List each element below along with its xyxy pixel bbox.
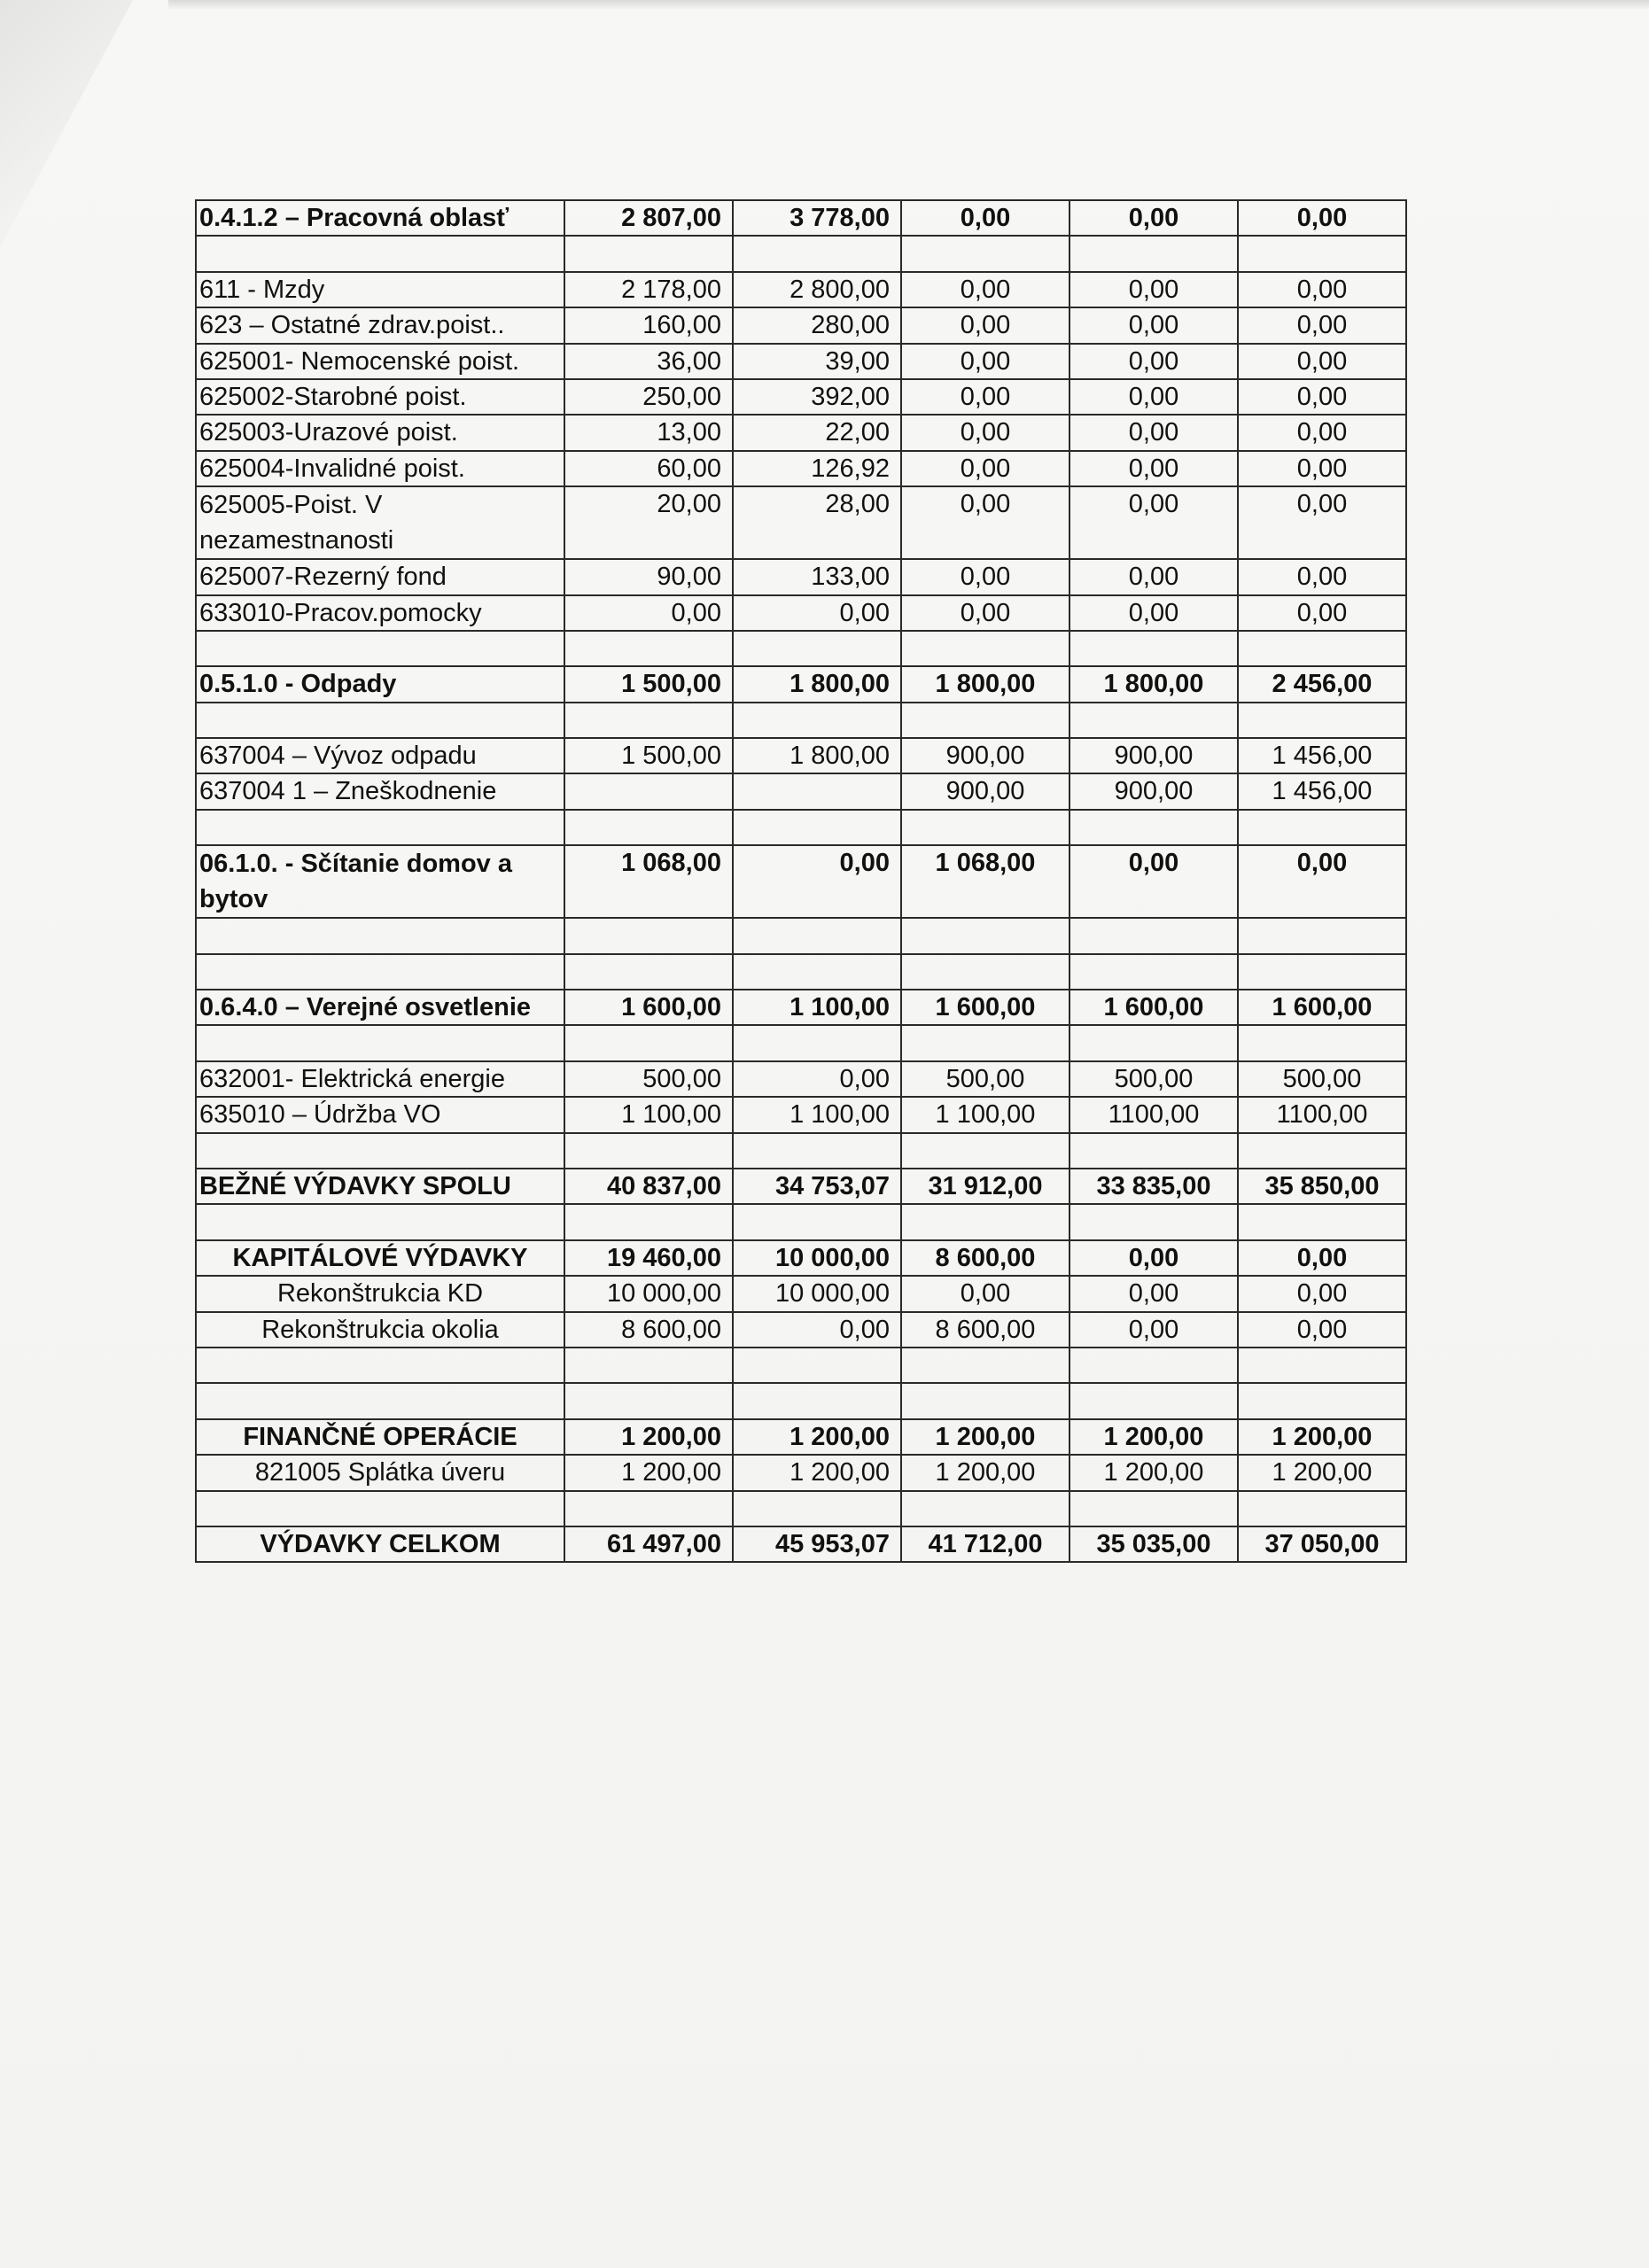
empty-row xyxy=(196,1133,1406,1169)
value-cell xyxy=(901,810,1070,845)
value-cell: 0,00 xyxy=(1238,200,1406,236)
value-cell: 900,00 xyxy=(1070,773,1238,809)
row-label xyxy=(196,918,564,953)
value-cell: 0,00 xyxy=(901,272,1070,307)
row-label: Rekonštrukcia okolia xyxy=(196,1312,564,1348)
value-cell xyxy=(1070,1204,1238,1239)
value-cell: 280,00 xyxy=(733,307,901,343)
value-cell xyxy=(901,918,1070,953)
table-row xyxy=(196,486,1406,559)
table-row xyxy=(196,738,1406,773)
value-cell xyxy=(564,1491,733,1526)
value-cell: 0,00 xyxy=(1070,1276,1238,1311)
value-cell xyxy=(564,236,733,271)
value-cell: 0,00 xyxy=(1070,307,1238,343)
table-row xyxy=(196,1097,1406,1132)
row-label: 625004-Invalidné poist. xyxy=(196,451,564,486)
value-cell: 1 600,00 xyxy=(1070,990,1238,1025)
value-cell: 500,00 xyxy=(564,1061,733,1097)
value-cell: 8 600,00 xyxy=(901,1240,1070,1276)
table-row xyxy=(196,451,1406,486)
value-cell: 0,00 xyxy=(901,1276,1070,1311)
page-top-edge xyxy=(168,0,1649,9)
budget-expenditure-table xyxy=(195,199,1407,1563)
value-cell: 250,00 xyxy=(564,379,733,415)
table-row xyxy=(196,272,1406,307)
value-cell: 1 800,00 xyxy=(1070,666,1238,702)
value-cell: 0,00 xyxy=(1238,486,1406,559)
row-label: 632001- Elektrická energie xyxy=(196,1061,564,1097)
row-label xyxy=(196,954,564,990)
table-row xyxy=(196,845,1406,918)
value-cell xyxy=(1070,918,1238,953)
value-cell: 10 000,00 xyxy=(733,1276,901,1311)
row-label: FINANČNÉ OPERÁCIE xyxy=(196,1419,564,1455)
value-cell: 1100,00 xyxy=(1070,1097,1238,1132)
value-cell xyxy=(901,1348,1070,1383)
table-row xyxy=(196,595,1406,631)
value-cell: 1 100,00 xyxy=(733,990,901,1025)
row-label xyxy=(196,703,564,738)
value-cell xyxy=(564,1348,733,1383)
row-label xyxy=(196,1133,564,1169)
table-row xyxy=(196,1312,1406,1348)
value-cell: 0,00 xyxy=(1070,344,1238,379)
value-cell: 0,00 xyxy=(1238,1276,1406,1311)
value-cell: 1 600,00 xyxy=(901,990,1070,1025)
value-cell: 0,00 xyxy=(1070,415,1238,450)
value-cell: 1 456,00 xyxy=(1238,773,1406,809)
value-cell xyxy=(1070,631,1238,666)
value-cell xyxy=(1070,810,1238,845)
value-cell: 0,00 xyxy=(733,1061,901,1097)
value-cell: 8 600,00 xyxy=(901,1312,1070,1348)
value-cell xyxy=(733,1383,901,1418)
value-cell xyxy=(901,703,1070,738)
value-cell: 900,00 xyxy=(1070,738,1238,773)
value-cell xyxy=(733,1204,901,1239)
value-cell: 1 100,00 xyxy=(564,1097,733,1132)
value-cell xyxy=(564,1025,733,1060)
value-cell: 0,00 xyxy=(901,595,1070,631)
value-cell xyxy=(1070,1348,1238,1383)
value-cell: 2 807,00 xyxy=(564,200,733,236)
value-cell: 160,00 xyxy=(564,307,733,343)
value-cell: 1 200,00 xyxy=(1238,1455,1406,1490)
value-cell: 0,00 xyxy=(564,595,733,631)
table-row xyxy=(196,773,1406,809)
value-cell xyxy=(564,1133,733,1169)
value-cell: 41 712,00 xyxy=(901,1526,1070,1562)
empty-row xyxy=(196,631,1406,666)
table-row xyxy=(196,1455,1406,1490)
value-cell: 1 800,00 xyxy=(901,666,1070,702)
value-cell: 1 200,00 xyxy=(564,1455,733,1490)
table-row xyxy=(196,200,1406,236)
value-cell: 31 912,00 xyxy=(901,1169,1070,1204)
row-label xyxy=(196,236,564,271)
value-cell xyxy=(901,1133,1070,1169)
empty-row xyxy=(196,1348,1406,1383)
value-cell: 1 456,00 xyxy=(1238,738,1406,773)
value-cell: 61 497,00 xyxy=(564,1526,733,1562)
row-label: 633010-Pracov.pomocky xyxy=(196,595,564,631)
value-cell: 0,00 xyxy=(1238,415,1406,450)
value-cell: 39,00 xyxy=(733,344,901,379)
value-cell xyxy=(564,1383,733,1418)
value-cell: 1 600,00 xyxy=(1238,990,1406,1025)
value-cell xyxy=(733,1491,901,1526)
value-cell: 0,00 xyxy=(733,1312,901,1348)
value-cell: 0,00 xyxy=(1238,595,1406,631)
value-cell xyxy=(901,631,1070,666)
value-cell: 0,00 xyxy=(1238,379,1406,415)
row-label: 821005 Splátka úveru xyxy=(196,1455,564,1490)
value-cell: 0,00 xyxy=(1070,1312,1238,1348)
value-cell: 0,00 xyxy=(1238,307,1406,343)
value-cell: 40 837,00 xyxy=(564,1169,733,1204)
value-cell: 2 178,00 xyxy=(564,272,733,307)
row-label xyxy=(196,1204,564,1239)
value-cell: 0,00 xyxy=(901,415,1070,450)
value-cell xyxy=(901,1204,1070,1239)
empty-row xyxy=(196,1204,1406,1239)
table-row xyxy=(196,559,1406,594)
value-cell xyxy=(1238,1491,1406,1526)
table-row xyxy=(196,1526,1406,1562)
value-cell: 1 500,00 xyxy=(564,666,733,702)
value-cell: 90,00 xyxy=(564,559,733,594)
row-label: 625002-Starobné poist. xyxy=(196,379,564,415)
value-cell xyxy=(733,703,901,738)
value-cell: 1 200,00 xyxy=(1238,1419,1406,1455)
value-cell: 392,00 xyxy=(733,379,901,415)
table-row xyxy=(196,344,1406,379)
value-cell xyxy=(901,1491,1070,1526)
value-cell: 1 600,00 xyxy=(564,990,733,1025)
value-cell: 0,00 xyxy=(1070,451,1238,486)
empty-row xyxy=(196,918,1406,953)
value-cell xyxy=(1070,1025,1238,1060)
row-label xyxy=(196,1348,564,1383)
value-cell xyxy=(1070,1383,1238,1418)
row-label: 0.6.4.0 – Verejné osvetlenie xyxy=(196,990,564,1025)
value-cell xyxy=(1070,1491,1238,1526)
value-cell: 28,00 xyxy=(733,486,901,559)
row-label: 611 - Mzdy xyxy=(196,272,564,307)
value-cell: 13,00 xyxy=(564,415,733,450)
value-cell: 500,00 xyxy=(901,1061,1070,1097)
value-cell xyxy=(733,1133,901,1169)
value-cell: 33 835,00 xyxy=(1070,1169,1238,1204)
value-cell: 0,00 xyxy=(1238,559,1406,594)
value-cell: 8 600,00 xyxy=(564,1312,733,1348)
value-cell: 1 200,00 xyxy=(564,1419,733,1455)
value-cell: 0,00 xyxy=(1238,1240,1406,1276)
value-cell xyxy=(1070,236,1238,271)
value-cell: 500,00 xyxy=(1238,1061,1406,1097)
value-cell xyxy=(1238,1204,1406,1239)
empty-row xyxy=(196,1491,1406,1526)
value-cell: 500,00 xyxy=(1070,1061,1238,1097)
value-cell: 0,00 xyxy=(733,595,901,631)
row-label: 637004 – Vývoz odpadu xyxy=(196,738,564,773)
value-cell xyxy=(1238,918,1406,953)
value-cell: 3 778,00 xyxy=(733,200,901,236)
row-label: 625001- Nemocenské poist. xyxy=(196,344,564,379)
value-cell: 10 000,00 xyxy=(564,1276,733,1311)
empty-row xyxy=(196,810,1406,845)
value-cell: 900,00 xyxy=(901,773,1070,809)
value-cell: 1 200,00 xyxy=(733,1419,901,1455)
value-cell: 0,00 xyxy=(901,307,1070,343)
value-cell xyxy=(901,954,1070,990)
value-cell: 1 068,00 xyxy=(564,845,733,918)
table-row xyxy=(196,666,1406,702)
row-label: Rekonštrukcia KD xyxy=(196,1276,564,1311)
row-label: 0.4.1.2 – Pracovná oblasť xyxy=(196,200,564,236)
empty-row xyxy=(196,1383,1406,1418)
budget-table-body xyxy=(196,200,1406,1562)
value-cell: 0,00 xyxy=(1070,272,1238,307)
value-cell xyxy=(901,1383,1070,1418)
table-row xyxy=(196,1276,1406,1311)
value-cell: 0,00 xyxy=(1070,595,1238,631)
value-cell: 1 200,00 xyxy=(901,1455,1070,1490)
value-cell: 900,00 xyxy=(901,738,1070,773)
value-cell: 34 753,07 xyxy=(733,1169,901,1204)
value-cell: 0,00 xyxy=(901,200,1070,236)
row-label: 625005-Poist. V nezamestnanosti xyxy=(196,486,564,559)
value-cell xyxy=(733,918,901,953)
value-cell xyxy=(564,954,733,990)
value-cell: 0,00 xyxy=(1070,1240,1238,1276)
row-label: KAPITÁLOVÉ VÝDAVKY xyxy=(196,1240,564,1276)
row-label: 0.5.1.0 - Odpady xyxy=(196,666,564,702)
value-cell: 1 200,00 xyxy=(1070,1455,1238,1490)
value-cell xyxy=(733,631,901,666)
row-label: 635010 – Údržba VO xyxy=(196,1097,564,1132)
table-row xyxy=(196,990,1406,1025)
value-cell: 60,00 xyxy=(564,451,733,486)
value-cell: 0,00 xyxy=(1070,200,1238,236)
value-cell: 0,00 xyxy=(733,845,901,918)
value-cell: 133,00 xyxy=(733,559,901,594)
value-cell xyxy=(733,810,901,845)
value-cell: 0,00 xyxy=(1238,845,1406,918)
row-label: 625007-Rezerný fond xyxy=(196,559,564,594)
value-cell: 0,00 xyxy=(1070,845,1238,918)
value-cell: 35 850,00 xyxy=(1238,1169,1406,1204)
value-cell: 22,00 xyxy=(733,415,901,450)
value-cell: 10 000,00 xyxy=(733,1240,901,1276)
value-cell: 1 800,00 xyxy=(733,738,901,773)
value-cell: 1 800,00 xyxy=(733,666,901,702)
value-cell xyxy=(1238,631,1406,666)
value-cell: 1 100,00 xyxy=(733,1097,901,1132)
value-cell xyxy=(733,1348,901,1383)
value-cell xyxy=(1238,236,1406,271)
value-cell: 20,00 xyxy=(564,486,733,559)
table-row xyxy=(196,1419,1406,1455)
value-cell xyxy=(1070,703,1238,738)
page-corner-fold xyxy=(0,0,133,248)
value-cell xyxy=(564,810,733,845)
value-cell: 45 953,07 xyxy=(733,1526,901,1562)
value-cell: 0,00 xyxy=(901,486,1070,559)
value-cell xyxy=(733,773,901,809)
row-label: 625003-Urazové poist. xyxy=(196,415,564,450)
value-cell xyxy=(1238,954,1406,990)
value-cell xyxy=(1238,1383,1406,1418)
budget-table-container xyxy=(195,199,1407,1563)
value-cell xyxy=(901,236,1070,271)
value-cell: 2 456,00 xyxy=(1238,666,1406,702)
row-label xyxy=(196,1491,564,1526)
empty-row xyxy=(196,954,1406,990)
value-cell: 1 100,00 xyxy=(901,1097,1070,1132)
value-cell xyxy=(733,954,901,990)
value-cell: 0,00 xyxy=(901,559,1070,594)
row-label xyxy=(196,810,564,845)
value-cell xyxy=(1070,954,1238,990)
empty-row xyxy=(196,1025,1406,1060)
value-cell: 0,00 xyxy=(1070,559,1238,594)
value-cell xyxy=(733,236,901,271)
value-cell xyxy=(564,1204,733,1239)
value-cell xyxy=(1238,810,1406,845)
row-label: 06.1.0. - Sčítanie domov a bytov xyxy=(196,845,564,918)
value-cell xyxy=(1238,703,1406,738)
value-cell: 1 068,00 xyxy=(901,845,1070,918)
table-row xyxy=(196,1169,1406,1204)
table-row xyxy=(196,1061,1406,1097)
value-cell: 0,00 xyxy=(1070,379,1238,415)
value-cell: 126,92 xyxy=(733,451,901,486)
value-cell xyxy=(901,1025,1070,1060)
value-cell xyxy=(564,631,733,666)
value-cell: 0,00 xyxy=(1238,344,1406,379)
row-label xyxy=(196,1025,564,1060)
value-cell xyxy=(564,773,733,809)
value-cell: 36,00 xyxy=(564,344,733,379)
value-cell: 0,00 xyxy=(1238,1312,1406,1348)
value-cell: 1 200,00 xyxy=(733,1455,901,1490)
empty-row xyxy=(196,236,1406,271)
value-cell: 0,00 xyxy=(901,379,1070,415)
value-cell xyxy=(1238,1348,1406,1383)
value-cell: 1100,00 xyxy=(1238,1097,1406,1132)
table-row xyxy=(196,307,1406,343)
value-cell: 0,00 xyxy=(1238,272,1406,307)
value-cell: 37 050,00 xyxy=(1238,1526,1406,1562)
value-cell: 1 500,00 xyxy=(564,738,733,773)
row-label: 623 – Ostatné zdrav.poist.. xyxy=(196,307,564,343)
value-cell: 0,00 xyxy=(1070,486,1238,559)
value-cell xyxy=(1070,1133,1238,1169)
value-cell: 0,00 xyxy=(901,451,1070,486)
value-cell: 1 200,00 xyxy=(901,1419,1070,1455)
value-cell: 19 460,00 xyxy=(564,1240,733,1276)
row-label xyxy=(196,631,564,666)
value-cell xyxy=(733,1025,901,1060)
row-label: 637004 1 – Zneškodnenie xyxy=(196,773,564,809)
value-cell xyxy=(564,703,733,738)
row-label xyxy=(196,1383,564,1418)
value-cell: 1 200,00 xyxy=(1070,1419,1238,1455)
table-row xyxy=(196,379,1406,415)
value-cell: 0,00 xyxy=(1238,451,1406,486)
value-cell xyxy=(1238,1025,1406,1060)
value-cell: 35 035,00 xyxy=(1070,1526,1238,1562)
value-cell xyxy=(1238,1133,1406,1169)
row-label: VÝDAVKY CELKOM xyxy=(196,1526,564,1562)
row-label: BEŽNÉ VÝDAVKY SPOLU xyxy=(196,1169,564,1204)
value-cell: 0,00 xyxy=(901,344,1070,379)
table-row xyxy=(196,415,1406,450)
value-cell xyxy=(564,918,733,953)
table-row xyxy=(196,1240,1406,1276)
empty-row xyxy=(196,703,1406,738)
value-cell: 2 800,00 xyxy=(733,272,901,307)
